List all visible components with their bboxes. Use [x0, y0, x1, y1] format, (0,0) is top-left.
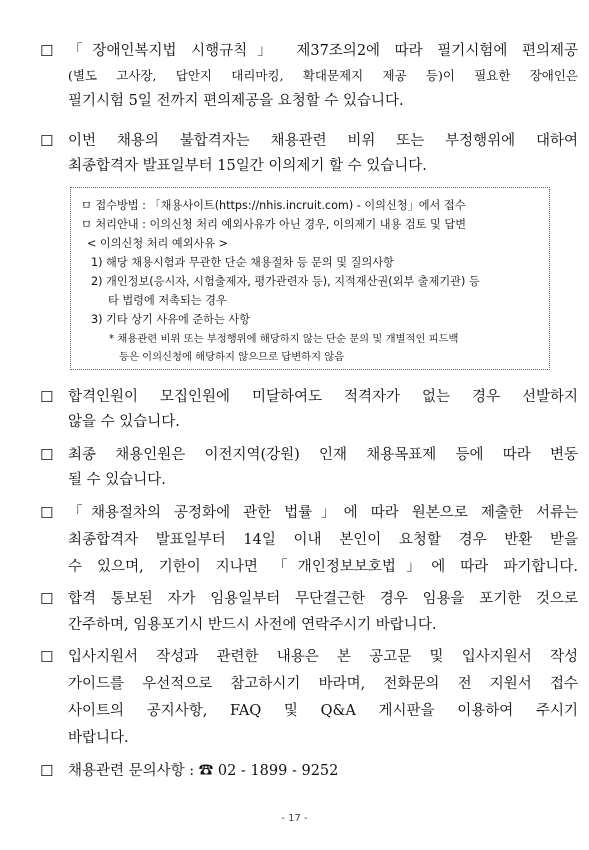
box-line-exception-3: 3) 기타 상기 사유에 준하는 사항: [91, 313, 250, 326]
notice-item-contact: [40, 760, 555, 785]
notice-line: 「장애인복지법 시행규칙」 제37조의2에 따라 필기시험에 편의제공: [68, 43, 578, 59]
checkbox-bullet-icon: ☐: [40, 388, 54, 406]
box-line-processing: ㅁ 처리안내 : 이의신청 처리 예외사유가 아닌 경우, 이의제기 내용 검토 및 답변: [81, 218, 467, 231]
box-line-footnote-cont: 등은 이의신청에 해당하지 않으므로 답변하지 않음: [119, 351, 345, 363]
notice-line: 사이트의 공지사항, FAQ 및 Q&A 게시판을 이용하여 주시기: [68, 703, 578, 719]
checkbox-bullet-icon: ☐: [40, 42, 54, 60]
notice-line: 최종합격자 발표일부터 15일간 이의제기 할 수 있습니다.: [68, 158, 427, 174]
notice-item-objection: [40, 130, 578, 180]
notice-line: 최종 채용인원은 이전지역(강원) 인재 채용목표제 등에 따라 변동: [68, 447, 578, 463]
notice-line: 최종합격자 발표일부터 14일 이내 본인이 요청할 경우 반환 받을: [68, 532, 578, 548]
notice-line: 간주하며, 임용포기시 반드시 사전에 연락주시기 바랍니다.: [68, 617, 437, 633]
notice-line: 수 있으며, 기한이 지나면 「개인정보보호법」에 따라 파기합니다.: [68, 559, 578, 575]
notice-item-hiring-count: [40, 444, 578, 494]
box-line-exceptions-heading: < 이의신청 처리 예외사유 >: [87, 237, 229, 250]
notice-line: 「채용절차의 공정화에 관한 법률」에 따라 원본으로 제출한 서류는: [68, 505, 578, 521]
notice-line: (별도 고사장, 답안지 대리마킹, 확대문제지 제공 등)이 필요한 장애인은: [68, 68, 578, 83]
box-line-submission-method: ㅁ 접수방법 : 「채용사이트(https://nhis.incruit.com) - 이의신청」에서 접수: [81, 199, 466, 212]
notice-line: 이번 채용의 불합격자는 채용관련 비위 또는 부정행위에 대하여: [68, 133, 578, 149]
notice-item-absence: [40, 588, 578, 638]
checkbox-bullet-icon: ☐: [40, 446, 54, 464]
box-line-exception-2: 2) 개인정보(응시자, 시험출제자, 평가관련자 등), 지적재산권(외부 출제기관) 등: [91, 275, 480, 288]
notice-item-accommodation: [40, 40, 578, 110]
checkbox-bullet-icon: ☐: [40, 648, 54, 666]
notice-line: 가이드를 우선적으로 참고하시기 바라며, 전화문의 전 지원서 접수: [68, 676, 578, 692]
notice-item-application-guide: [40, 646, 578, 751]
notice-line: 될 수 있습니다.: [68, 472, 166, 488]
notice-item-document-return: [40, 502, 578, 577]
notice-line: 않을 수 있습니다.: [68, 414, 180, 430]
checkbox-bullet-icon: ☐: [40, 504, 54, 522]
notice-line: 필기시험 5일 전까지 편의제공을 요청할 수 있습니다.: [68, 93, 404, 109]
checkbox-bullet-icon: ☐: [40, 762, 54, 780]
notice-line: 입사지원서 작성과 관련한 내용은 본 공고문 및 입사지원서 작성: [68, 649, 578, 665]
page-number: - 17 -: [281, 813, 308, 824]
contact-line: 채용관련 문의사항 : ☎ 02 - 1899 - 9252: [68, 763, 339, 779]
checkbox-bullet-icon: ☐: [40, 132, 54, 150]
box-line-exception-1: 1) 해당 채용시험과 무관한 단순 채용절차 등 문의 및 질의사항: [91, 256, 394, 269]
notice-line: 합격인원이 모집인원에 미달하여도 적격자가 없는 경우 선발하지: [68, 389, 578, 405]
checkbox-bullet-icon: ☐: [40, 590, 54, 608]
notice-item-selection: [40, 386, 578, 436]
box-line-exception-2-cont: 타 법령에 저촉되는 경우: [108, 294, 227, 307]
notice-line: 바랍니다.: [68, 730, 129, 746]
objection-info-box: [70, 187, 550, 370]
box-line-footnote: * 채용관련 비위 또는 부정행위에 해당하지 않는 단순 문의 및 개별적인 피드백: [109, 333, 459, 345]
notice-line: 합격 통보된 자가 임용일부터 무단결근한 경우 임용을 포기한 것으로: [68, 591, 578, 607]
